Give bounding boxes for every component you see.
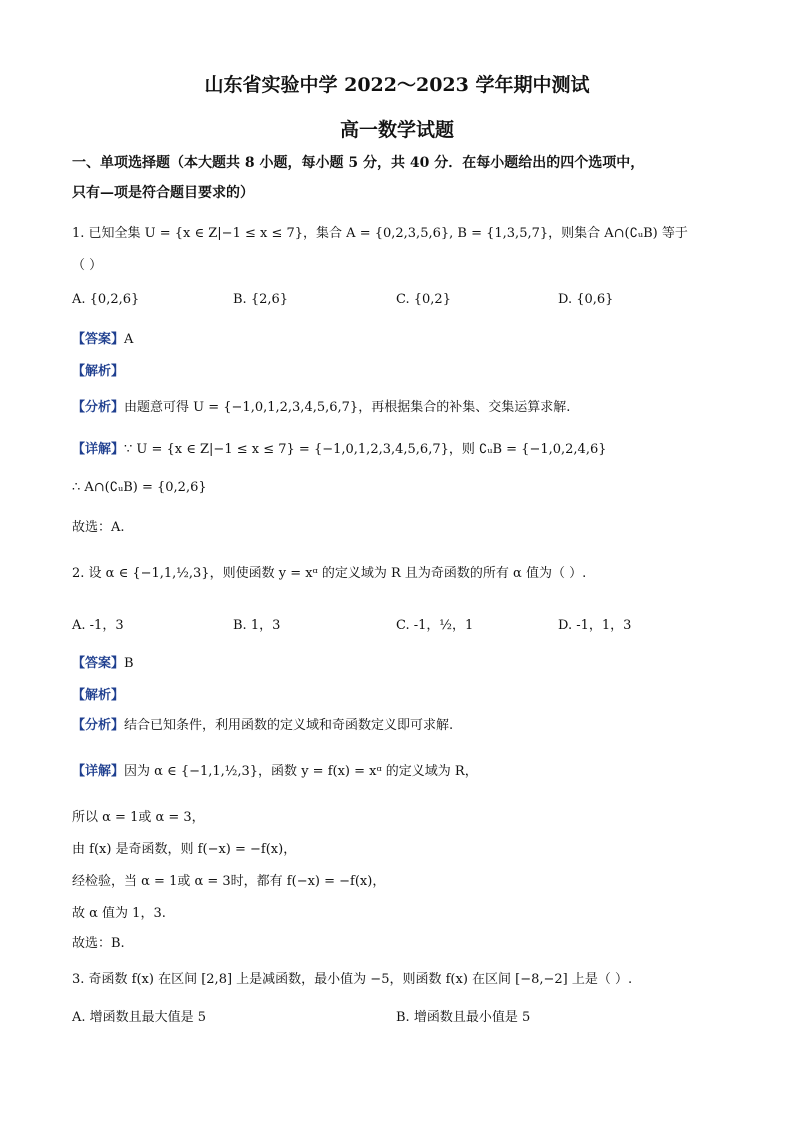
q2-line4: 故 α 值为 1，3. (72, 906, 166, 921)
q2-detail: 因为 α ∈ {−1,1,½,3}，函数 y = f(x) = xᵅ 的定义域为 R， (124, 764, 478, 779)
q1-detail: ∵ U = {x ∈ Z|−1 ≤ x ≤ 7} = {−1,0,1,2,3,4,5,6,7}，则 ∁ᵤB = {−1,0,2,4,6} (124, 442, 607, 457)
q1-stem: 1. 已知全集 U = {x ∈ Z|−1 ≤ x ≤ 7}，集合 A = {0,2,3,5,6}, B = {1,3,5,7}，则集合 A∩(∁ᵤB) 等于 (72, 226, 688, 241)
q2-analysis-tag (72, 684, 124, 703)
q2-detail-tag: 【详解】 (72, 764, 125, 779)
section-heading-line2: 只有—项是符合题目要求的） (72, 185, 254, 201)
q3-option-b: B. 增函数且最小值是 5 (396, 1010, 531, 1025)
q2-option-d: D. -1，1，3 (558, 618, 632, 633)
q2-fenxi: 结合已知条件，利用函数的定义域和奇函数定义即可求解. (124, 718, 454, 733)
q1-choose: 故选：A. (72, 520, 125, 535)
q2-line3: 经检验，当 α = 1或 α = 3时，都有 f(−x) = −f(x)， (72, 874, 386, 889)
q2-option-a: A. -1，3 (72, 618, 124, 633)
q1-option-a: A. {0,2,6} (72, 292, 140, 307)
q2-choose: 故选：B. (72, 936, 125, 951)
section-heading-line1: 一、单项选择题（本大题共 8 小题，每小题 5 分，共 40 分．在每小题给出的四个选项中， (72, 155, 645, 171)
q1-fenxi-row (72, 396, 570, 415)
q1-detail-row (72, 438, 607, 457)
exam-subtitle: 高一数学试题 (339, 119, 454, 141)
q1-answer-row (72, 328, 133, 347)
q1-detail-tag: 【详解】 (72, 442, 125, 457)
q1-answer-tag: 【答案】 (72, 332, 125, 347)
q2-line2: 由 f(x) 是奇函数，则 f(−x) = −f(x)， (72, 842, 297, 857)
q1-fenxi-tag: 【分析】 (72, 400, 125, 415)
q2-answer: B (124, 656, 134, 671)
q1-analysis-label: 【解析】 (72, 364, 125, 379)
q2-fenxi-tag: 【分析】 (72, 718, 125, 733)
q1-paren: （ ） (72, 258, 103, 273)
q3-option-a: A. 增函数且最大值是 5 (72, 1010, 207, 1025)
q1-detail2: ∴ A∩(∁ᵤB) = {0,2,6} (72, 480, 207, 495)
q1-analysis-tag (72, 360, 124, 379)
q1-answer: A (124, 332, 134, 347)
q1-option-b: B. {2,6} (233, 292, 289, 307)
q2-fenxi-row (72, 714, 453, 733)
q3-stem: 3. 奇函数 f(x) 在区间 [2,8] 上是减函数，最小值为 −5，则函数 f(x) 在区间 [−8,−2] 上是（ ）. (72, 972, 633, 987)
q2-option-b: B. 1，3 (233, 618, 281, 633)
q1-option-d: D. {0,6} (558, 292, 614, 307)
q2-line1: 所以 α = 1或 α = 3， (72, 810, 205, 825)
q2-answer-row (72, 652, 134, 671)
q2-option-c: C. -1，½，1 (396, 618, 474, 633)
q1-fenxi: 由题意可得 U = {−1,0,1,2,3,4,5,6,7}，再根据集合的补集、交集运算求解. (124, 400, 571, 415)
exam-title: 山东省实验中学 2022～2023 学年期中测试 (204, 74, 590, 96)
q1-option-c: C. {0,2} (396, 292, 451, 307)
q2-detail-row (72, 760, 478, 779)
q2-stem: 2. 设 α ∈ {−1,1,½,3}，则使函数 y = xᵅ 的定义域为 R 且为奇函数的所有 α 值为（ ）. (72, 566, 587, 581)
q2-answer-tag: 【答案】 (72, 656, 125, 671)
q2-analysis-label: 【解析】 (72, 688, 125, 703)
